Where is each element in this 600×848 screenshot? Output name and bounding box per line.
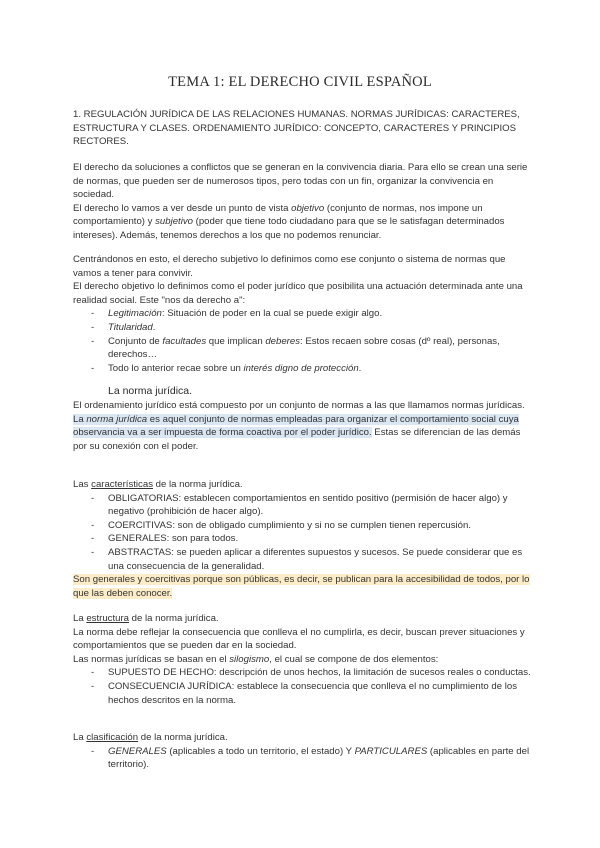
list-item: - SUPUESTO DE HECHO: descripción de unos hechos, la limitación de sucesos reales o conductas.	[73, 666, 531, 680]
list-item: - Titularidad.	[73, 321, 531, 335]
term-objetivo: objetivo	[291, 202, 325, 214]
document-title: TEMA 1: EL DERECHO CIVIL ESPAÑOL	[168, 74, 432, 90]
estructura-paragraph-2: Las normas jurídicas se basan en el silogismo, el cual se compone de dos elementos:	[73, 653, 439, 665]
caracteristicas-intro: Las características de la norma jurídica.	[73, 479, 243, 490]
estructura-paragraph-1: La norma debe reflejar la consecuencia que conlleva el no cumplirla, es decir, buscan prever situaciones y comportamientos que se pueden dar en la sociedad.	[73, 626, 525, 652]
term-norma-juridica: norma jurídica	[86, 413, 148, 425]
norma-subheading: La norma jurídica.	[108, 385, 193, 397]
intro-paragraph-1: El derecho da soluciones a conflictos que se generan en la convivencia diaria. Para ello se crean una serie de normas, que pueden ser de numerosos tipos, pero todas con un fin, organizar la convivencia en sociedad.	[73, 162, 528, 201]
section-heading-text: 1. REGULACIÓN JURÍDICA DE LAS RELACIONES HUMANAS. NORMAS JURÍDICAS: CARACTERES, ESTRUCTURA Y CLASES. ORDENAMIENTO JURÍDICO: CONCEPTO, CARACTERES Y PRINCIPIOS RECTORES.	[73, 109, 520, 148]
estructura-block	[73, 612, 531, 707]
caracteristicas-list	[73, 492, 531, 574]
estructura-intro: La estructura de la norma jurídica.	[73, 613, 219, 624]
list-item: - GENERALES (aplicables a todo un territorio, el estado) Y PARTICULARES (aplicables en parte del territorio).	[73, 745, 531, 772]
list-item: - Conjunto de facultades que implican deberes: Estos recaen sobre cosas (dº real), personas, derechos…	[73, 335, 531, 362]
caracteristicas-block	[73, 478, 531, 600]
subjetivo-paragraph-2: El derecho objetivo lo definimos como el poder jurídico que posibilita una actuación determinada ante una realidad social. Este "nos da derecho a":	[73, 281, 523, 306]
list-item: - ABSTRACTAS: se pueden aplicar a diferentes supuestos y sucesos. Se puede considerar que es una consecuencia de la generalidad.	[73, 546, 531, 573]
intro-block	[73, 161, 531, 243]
clasificacion-block	[73, 731, 531, 772]
subjetivo-block	[73, 253, 531, 375]
norma-block	[73, 399, 531, 453]
estructura-list	[73, 666, 531, 707]
list-item: - Legitimación: Situación de poder en la cual se puede exigir algo.	[73, 307, 531, 321]
term-silogismo: silogismo	[229, 653, 270, 665]
list-item: - COERCITIVAS: son de obligado cumplimiento y si no se cumplen tienen repercusión.	[73, 519, 531, 533]
list-item: - CONSECUENCIA JURÍDICA: establece la consecuencia que conlleva el no cumplimiento de los hechos descritos en la norma.	[73, 680, 531, 707]
list-item: - Todo lo anterior recae sobre un interés digno de protección.	[73, 362, 531, 376]
definition-highlight: es aquel conjunto de normas empleadas para organizar el comportamiento social cuya observancia va a ser impuesta de forma coactiva por el poder jurídico.	[73, 413, 519, 439]
intro-paragraph-2: El derecho lo vamos a ver desde un punto de vista objetivo (conjunto de normas, nos impone un comportamiento) y subjetivo (poder que tiene todo ciudadano para que se le satisfagan determinados intereses). Además, tenemos derechos a los que no podemos renunciar.	[73, 202, 505, 241]
section-heading	[73, 108, 531, 149]
list-item: - GENERALES: son para todos.	[73, 532, 531, 546]
list-item: - OBLIGATORIAS: establecen comportamientos en sentido positivo (permisión de hacer algo) y negativo (prohibición de hacer algo).	[73, 492, 531, 519]
clasificacion-list	[73, 745, 531, 772]
caracteristicas-highlight: Son generales y coercitivas porque son públicas, es decir, se publican para la accesibilidad de todos, por lo que las deben conocer.	[73, 574, 530, 599]
term-subjetivo: subjetivo	[155, 216, 193, 228]
clasificacion-intro: La clasificación de la norma jurídica.	[73, 732, 228, 743]
derecho-list	[73, 307, 531, 375]
subjetivo-paragraph-1: Centrándonos en esto, el derecho subjetivo lo definimos como ese conjunto o sistema de normas que vamos a tener para convivir.	[73, 254, 506, 279]
norma-paragraph-1: El ordenamiento jurídico está compuesto por un conjunto de normas a las que llamamos normas jurídicas.	[73, 400, 525, 411]
norma-paragraph-2: La norma jurídica es aquel conjunto de normas empleadas para organizar el comportamiento social cuya observancia va a ser impuesta de forma coactiva por el poder jurídico. Estas se diferencian de las demás por su conexión con el poder.	[73, 413, 521, 452]
